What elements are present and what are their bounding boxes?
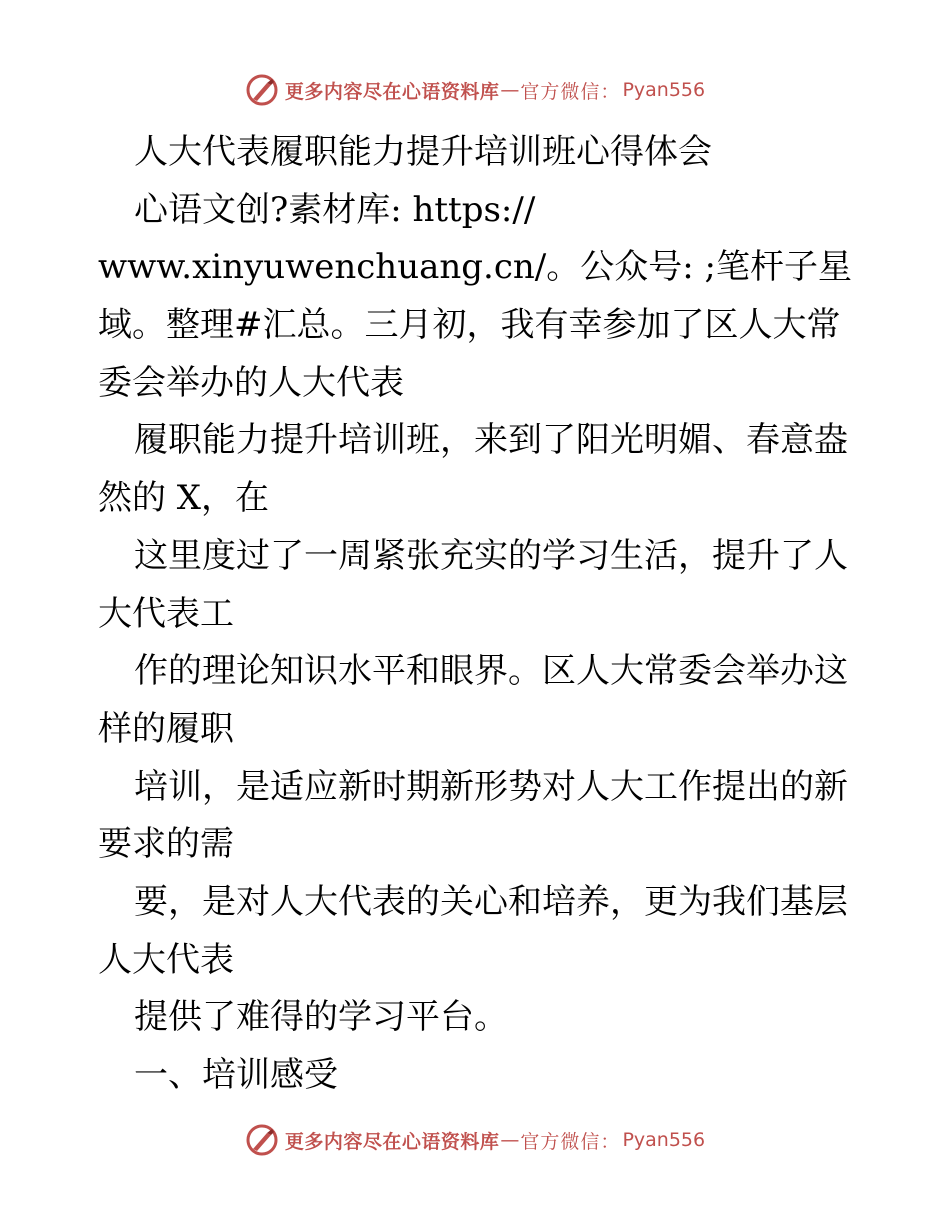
watermark-wechat-id: Pyan556 [622,79,706,101]
text-line: 域。整理#汇总。三月初，我有幸参加了区人大常 [98,305,841,346]
text-line: 培训，是适应新时期新形势对人大工作提出的新 [134,766,848,807]
text-line: 委会举办的人大代表 [98,362,404,403]
text-line: 人大代表 [98,939,234,980]
text-line: 心语文创?素材库: https:// [134,189,536,230]
watermark-title: 更多内容尽在心语资料库 [284,80,500,103]
watermark-wechat-label: 官方微信： [520,80,621,103]
text-line: 样的履职 [98,708,234,749]
text-line: 要，是对人大代表的关心和培养，更为我们基层 [134,881,848,922]
watermark-title: 更多内容尽在心语资料库 [284,1130,500,1153]
document-body [98,124,858,1105]
text-line: 提供了难得的学习平台。 [134,997,508,1038]
watermark-dash: — [500,1129,520,1151]
footer-watermark [0,1120,950,1160]
text-line: 履职能力提升培训班，来到了阳光明媚、春意盎 [134,420,848,461]
text-line: 这里度过了一周紧张充实的学习生活，提升了人 [134,535,848,576]
watermark-wechat-id: Pyan556 [622,1129,706,1151]
watermark-dash: — [500,79,520,101]
watermark-wechat-label: 官方微信： [520,1130,621,1153]
section-heading: 一、培训感受 [134,1055,338,1095]
document-title: 人大代表履职能力提升培训班心得体会 [134,132,712,172]
text-line: www.xinyuwenchuang.cn/。公众号: ;笔杆子星 [98,247,852,288]
text-line: 作的理论知识水平和眼界。区人大常委会举办这 [134,651,848,692]
text-line: 要求的需 [98,824,234,865]
header-watermark [0,70,950,110]
text-line: 大代表工 [98,593,234,634]
text-line: 然的 X，在 [98,478,270,519]
pen-logo-icon [245,1123,279,1157]
pen-logo-icon [245,73,279,107]
